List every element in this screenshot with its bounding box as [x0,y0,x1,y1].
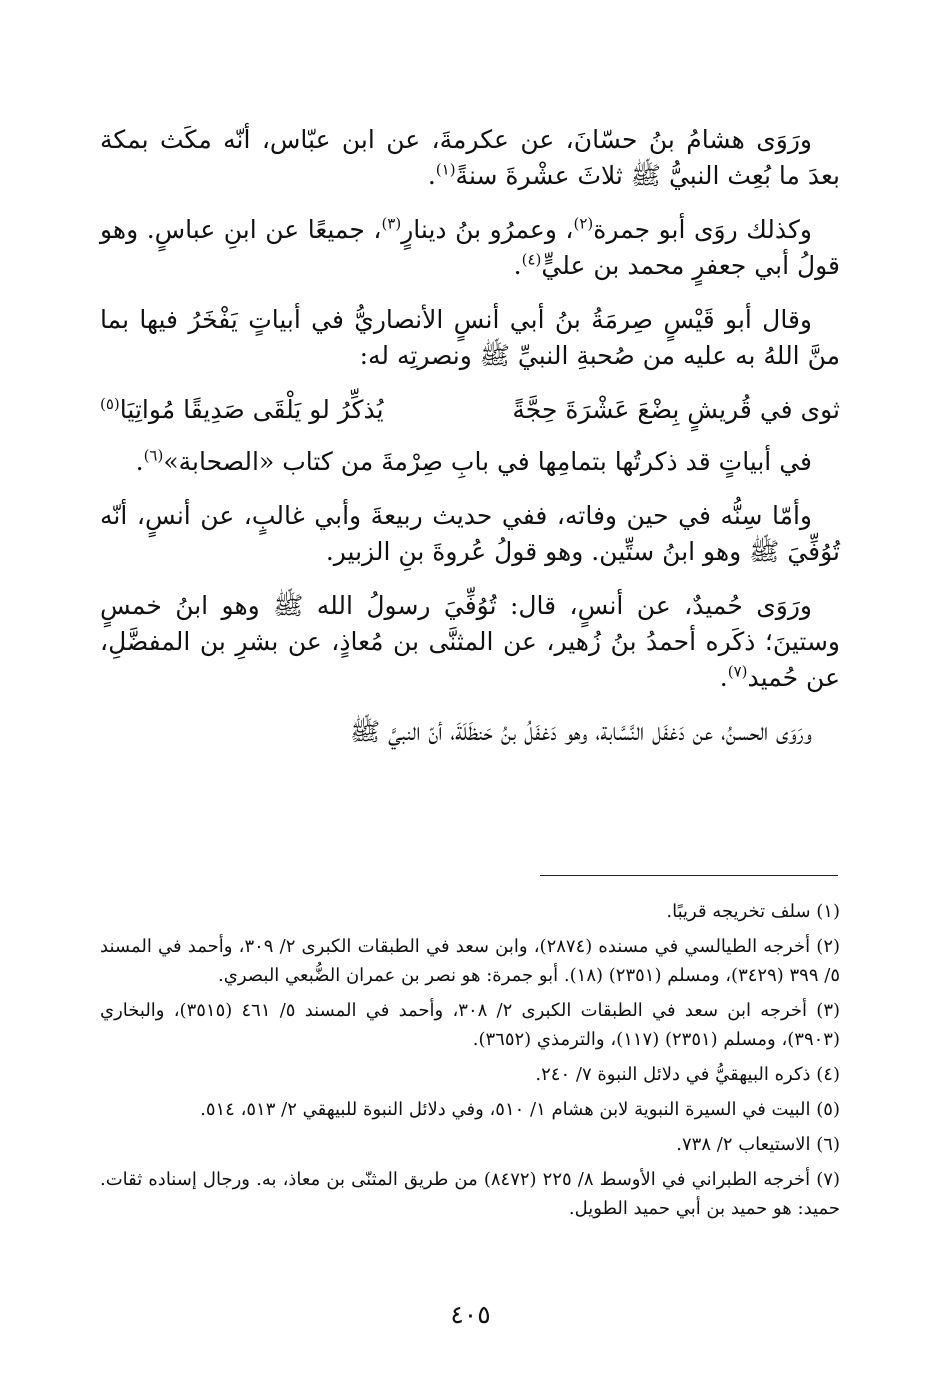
footnote-separator [540,875,838,876]
footnotes [100,897,840,1229]
footnote-7: (٧) أخرجه الطبراني في الأوسط ٨/ ٢٢٥ (٨٤٧٢) من طريق المثنّى بن معاذ، به. ورجال إسناده ثقات. حميد: هو حميد بن أبي حميد الطويل. [100,1169,840,1219]
footnote-ref-7: (٧) [727,662,748,681]
footnote-6: (٦) الاستيعاب ٢/ ٧٣٨. [676,1134,840,1155]
paragraph-1: ورَوَى هشامُ بنُ حسّانَ، عن عكرمةَ، عن ابن عبّاس، أنّه مكَث بمكة بعدَ ما بُعِث النبيُّ ﷺ ثلاثَ عشْرةَ سنةً$^{(١)}$. [100,125,840,190]
main-text [100,122,840,768]
footnote-2: (٢) أخرجه الطيالسي في مسنده (٢٨٧٤)، وابن سعد في الطبقات الكبرى ٢/ ٣٠٩، وأحمد في المسند ٥/ ٣٩٩ (٣٤٢٩)، ومسلم (٢٣٥١) (١٨). أبو جمرة: هو نصر بن عمران الضُّبعي البصري. [100,936,841,986]
footnote-5: (٥) البيت في السيرة النبوية لابن هشام ١/ ٥١٠، وفي دلائل النبوة للبيهقي ٢/ ٥١٣، ٥١٤. [200,1099,840,1120]
footnote-ref-6: (٦) [143,446,164,465]
paragraph-5: وأمّا سِنُّه في حين وفاته، ففي حديث ربيعةَ وأبي غالبٍ، عن أنسٍ، أنّه تُوُفِّيَ ﷺ وهو ابنُ ستِّين. وهو قولُ عُروةَ بنِ الزبير. [100,501,840,566]
paragraph-4: في أبياتٍ قد ذكرتُها بتمامِها في بابِ صِرْمةَ من كتاب «الصحابة»$^{(٦)}$. [135,446,812,476]
footnote-ref-3: (٣) [381,214,402,233]
footnote-ref-2: (٢) [573,214,594,233]
paragraph-7: ورَوَى الحسنُ، عن دَغفَل النَّسَّابة، وهو دَغفَلُ بنُ حَنظَلَةَ، أنّ النبيَّ ﷺ [350,717,812,746]
verse-second-hemistich: يُذكِّرُ لو يَلْقَى صَدِيقًا مُواتِيَا(٥) [100,394,384,424]
footnote-4: (٤) ذكره البيهقيُّ في دلائل النبوة ٧/ ٢٤٠. [535,1064,840,1085]
poem-verse [100,392,840,428]
footnote-3: (٣) أخرجه ابن سعد في الطبقات الكبرى ٢/ ٣٠٨، وأحمد في المسند ٥/ ٤٦١ (٣٥١٥)، والبخاري (٣٩٠٣)، ومسلم (٢٣٥١) (١١٧)، والترمذي (٣٦٥٢). [100,1000,841,1050]
footnote-ref-4: (٤) [521,250,542,269]
footnote-1: (١) سلف تخريجه قريبًا. [666,901,840,922]
paragraph-3: وقال أبو قَيْسٍ صِرمَةُ بنُ أبي أنسٍ الأنصاريُّ في أبياتٍ يَفْخَرُ فيها بما منَّ اللهُ به عليه من صُحبةِ النبيِّ ﷺ ونصرتِه له: [100,305,840,370]
paragraph-6: ورَوَى حُميدٌ، عن أنسٍ، قال: تُوُفِّيَ رسولُ الله ﷺ وهو ابنُ خمسٍ وستينَ؛ ذكَره أحمدُ بنُ زُهير، عن المثنَّى بن مُعاذٍ، عن بشرِ بن المفضَّلِ، عن حُميد$^{(٧)}$. [100,591,840,692]
verse-first-hemistich: ثوى في قُريشٍ بِضْعَ عَشْرَةَ حِجَّةً [512,395,840,424]
page-number: ٤٠٥ [450,1300,491,1329]
paragraph-2: وكذلك روَى أبو جمرة$^{(٢)}$، وعمرُو بنُ دينارٍ$^{(٣)}$، جميعًا عن ابنِ عباسٍ. وهو قولُ أبي جعفرٍ محمد بن عليٍّ$^{(٤)}$. [100,214,840,280]
footnote-ref-1: (١) [435,160,456,179]
